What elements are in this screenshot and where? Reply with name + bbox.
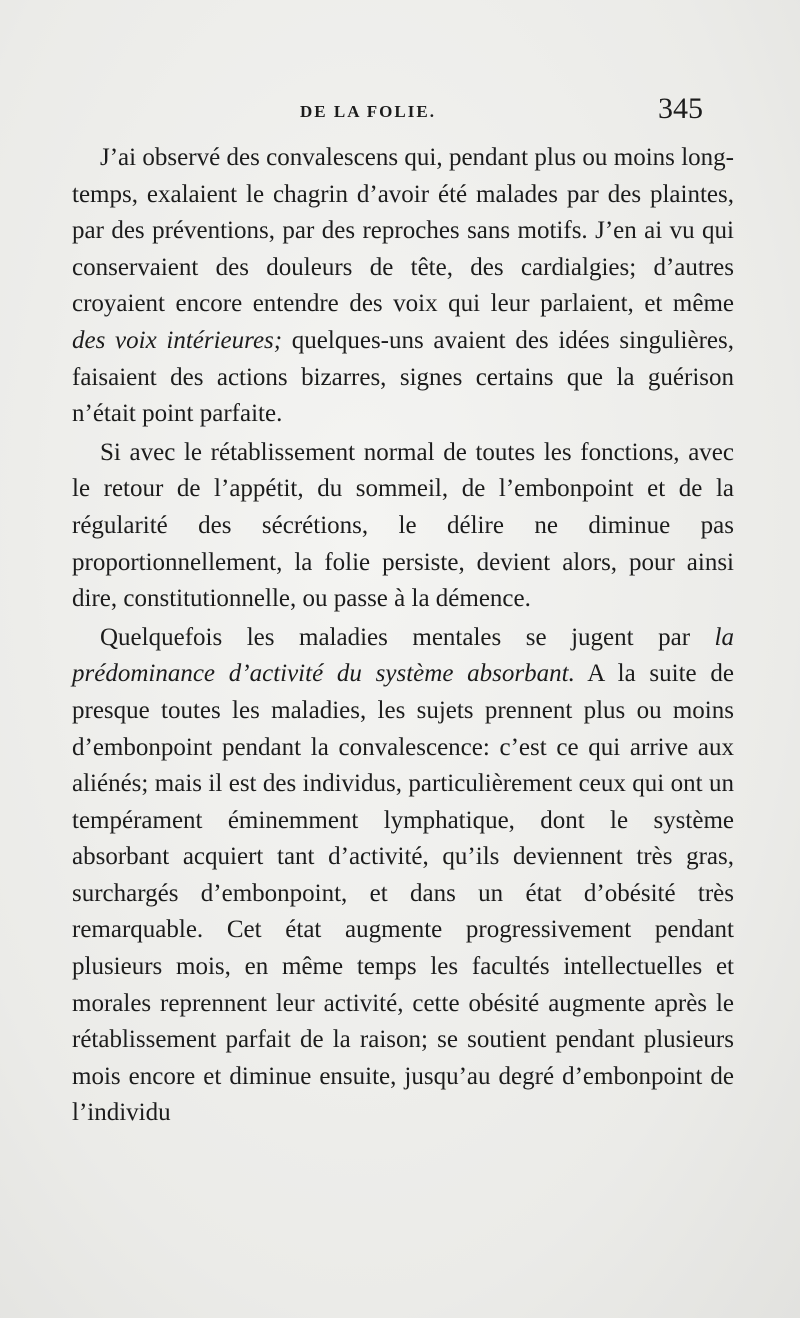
paragraph-1-text-b: quelques-uns avaient des idées singulières, faisaient des actions bizarres, signes certains que la guérison n’était point parfaite. [72, 326, 734, 428]
body-text [72, 140, 734, 1132]
paragraph-3-text-a: Quelquefois les maladies mentales se jugent par [100, 623, 715, 651]
paragraph-1 [72, 140, 734, 433]
paragraph-1-italic: des voix intérieures; [72, 326, 283, 354]
paragraph-3-italic: la prédominance d’activité du système absorbant. [72, 623, 734, 688]
paragraph-1-text-a: J’ai observé des convalescens qui, pendant plus ou moins long-temps, exalaient le chagrin d’avoir été malades par des plaintes, par des préventions, par des reproches sans motifs. J’en ai vu qui conservaient des douleurs de tête, des cardialgies; d’autres croyaient encore entendre des voix qui leur parlaient, et même [72, 144, 734, 318]
paragraph-2 [72, 435, 734, 618]
paragraph-3 [72, 620, 734, 1132]
running-title: DE LA FOLIE. [300, 102, 436, 121]
running-head [0, 92, 800, 132]
paragraph-3-text-b: A la suite de presque toutes les maladies, les sujets prennent plus ou moins d’embonpoint pendant la convalescence: c’est ce qui arrive aux aliénés; mais il est des individus, particulièrement ceux qui ont un tempérament éminemment lymphatique, dont le système absorbant acquiert tant d’activité, qu’ils deviennent très gras, surchargés d’embonpoint, et dans un état d’obésité très remarquable. Cet état augmente progressivement pendant plusieurs mois, en même temps les facultés intellectuelles et morales reprennent leur activité, cette obésité augmente après le rétablissement parfait de la raison; se soutient pendant plusieurs mois encore et diminue ensuite, jusqu’au degré d’embonpoint de l’individu [72, 660, 734, 1127]
paragraph-2-text: Si avec le rétablissement normal de toutes les fonctions, avec le retour de l’appétit, du sommeil, de l’embonpoint et de la régularité des sécrétions, le délire ne diminue pas proportionnellement, la folie persiste, devient alors, pour ainsi dire, constitutionnelle, ou passe à la démence. [72, 438, 734, 613]
page-number: 345 [658, 92, 703, 125]
